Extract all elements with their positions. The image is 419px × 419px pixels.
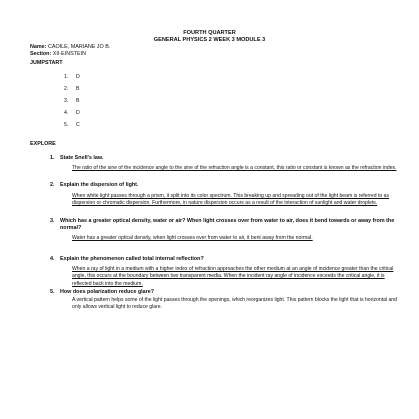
explore-answer: The ratio of the sine of the incidence angle to the sine of the refraction angle is a constant, this ratio or constant is known as the refraction index. — [72, 165, 397, 171]
module-heading: GENERAL PHYSICS 2 WEEK 3 MODULE 3 — [153, 37, 266, 43]
explore-answer: When white light passes through a prism, it split into its color spectrum. This breaking up and spreading out of the light beam is referred to as dispersion or chromatic dispersion. Furthermore, in nature dispersion occurs as a result of the interaction of sunlight and water droplets. — [72, 193, 390, 207]
student-name: CAOILE, MARIANE JO B. — [47, 44, 111, 50]
jumpstart-answer: 2. B — [64, 86, 80, 92]
explore-answer: When a ray of light in a medium with a higher index of refraction approaches the other medium at an angle of incidence greater than the critical angle, this occurs at the boundary between two transparent media. When the incident ray angle of incidence exceeds the critical angle, it is reflected back into the medium. — [72, 266, 394, 287]
jumpstart-answer: 5. C — [64, 122, 80, 128]
explore-answer: A vertical pattern helps some of the light passes through the openings, which reorganizes light. This pattern blocks the light that is horizontal and only allows vertical light to reduce glare. — [72, 297, 397, 311]
explore-answer: Water has a greater optical density, when light crosses over from water to air, it bent away from the normal. — [72, 235, 313, 241]
explore-question: 1. State Snell’s law. — [50, 155, 104, 161]
jumpstart-answer: 3. B — [64, 98, 80, 104]
explore-question: 3. Which has a greater optical density, water or air? When light crosses over from water to air, does it bend towards or away from the normal? — [50, 218, 395, 232]
jumpstart-answer: 1. D — [64, 74, 80, 80]
jumpstart-title: JUMPSTART — [30, 60, 63, 66]
student-section: XII-EINSTEIN — [52, 51, 87, 57]
quarter-heading: FOURTH QUARTER — [183, 30, 236, 36]
jumpstart-answer: 4. D — [64, 110, 80, 116]
explore-question: 4. Explain the phenomenon called total internal reflection? — [50, 256, 204, 262]
student-name-line — [30, 44, 110, 51]
explore-question: 5. How does polarization reduce glare? — [50, 289, 155, 295]
student-section-line — [30, 51, 86, 58]
name-label: Name: — [30, 44, 47, 50]
explore-question: 2. Explain the dispersion of light. — [50, 182, 139, 188]
section-label: Section: — [30, 51, 52, 57]
explore-title: EXPLORE — [30, 141, 56, 147]
